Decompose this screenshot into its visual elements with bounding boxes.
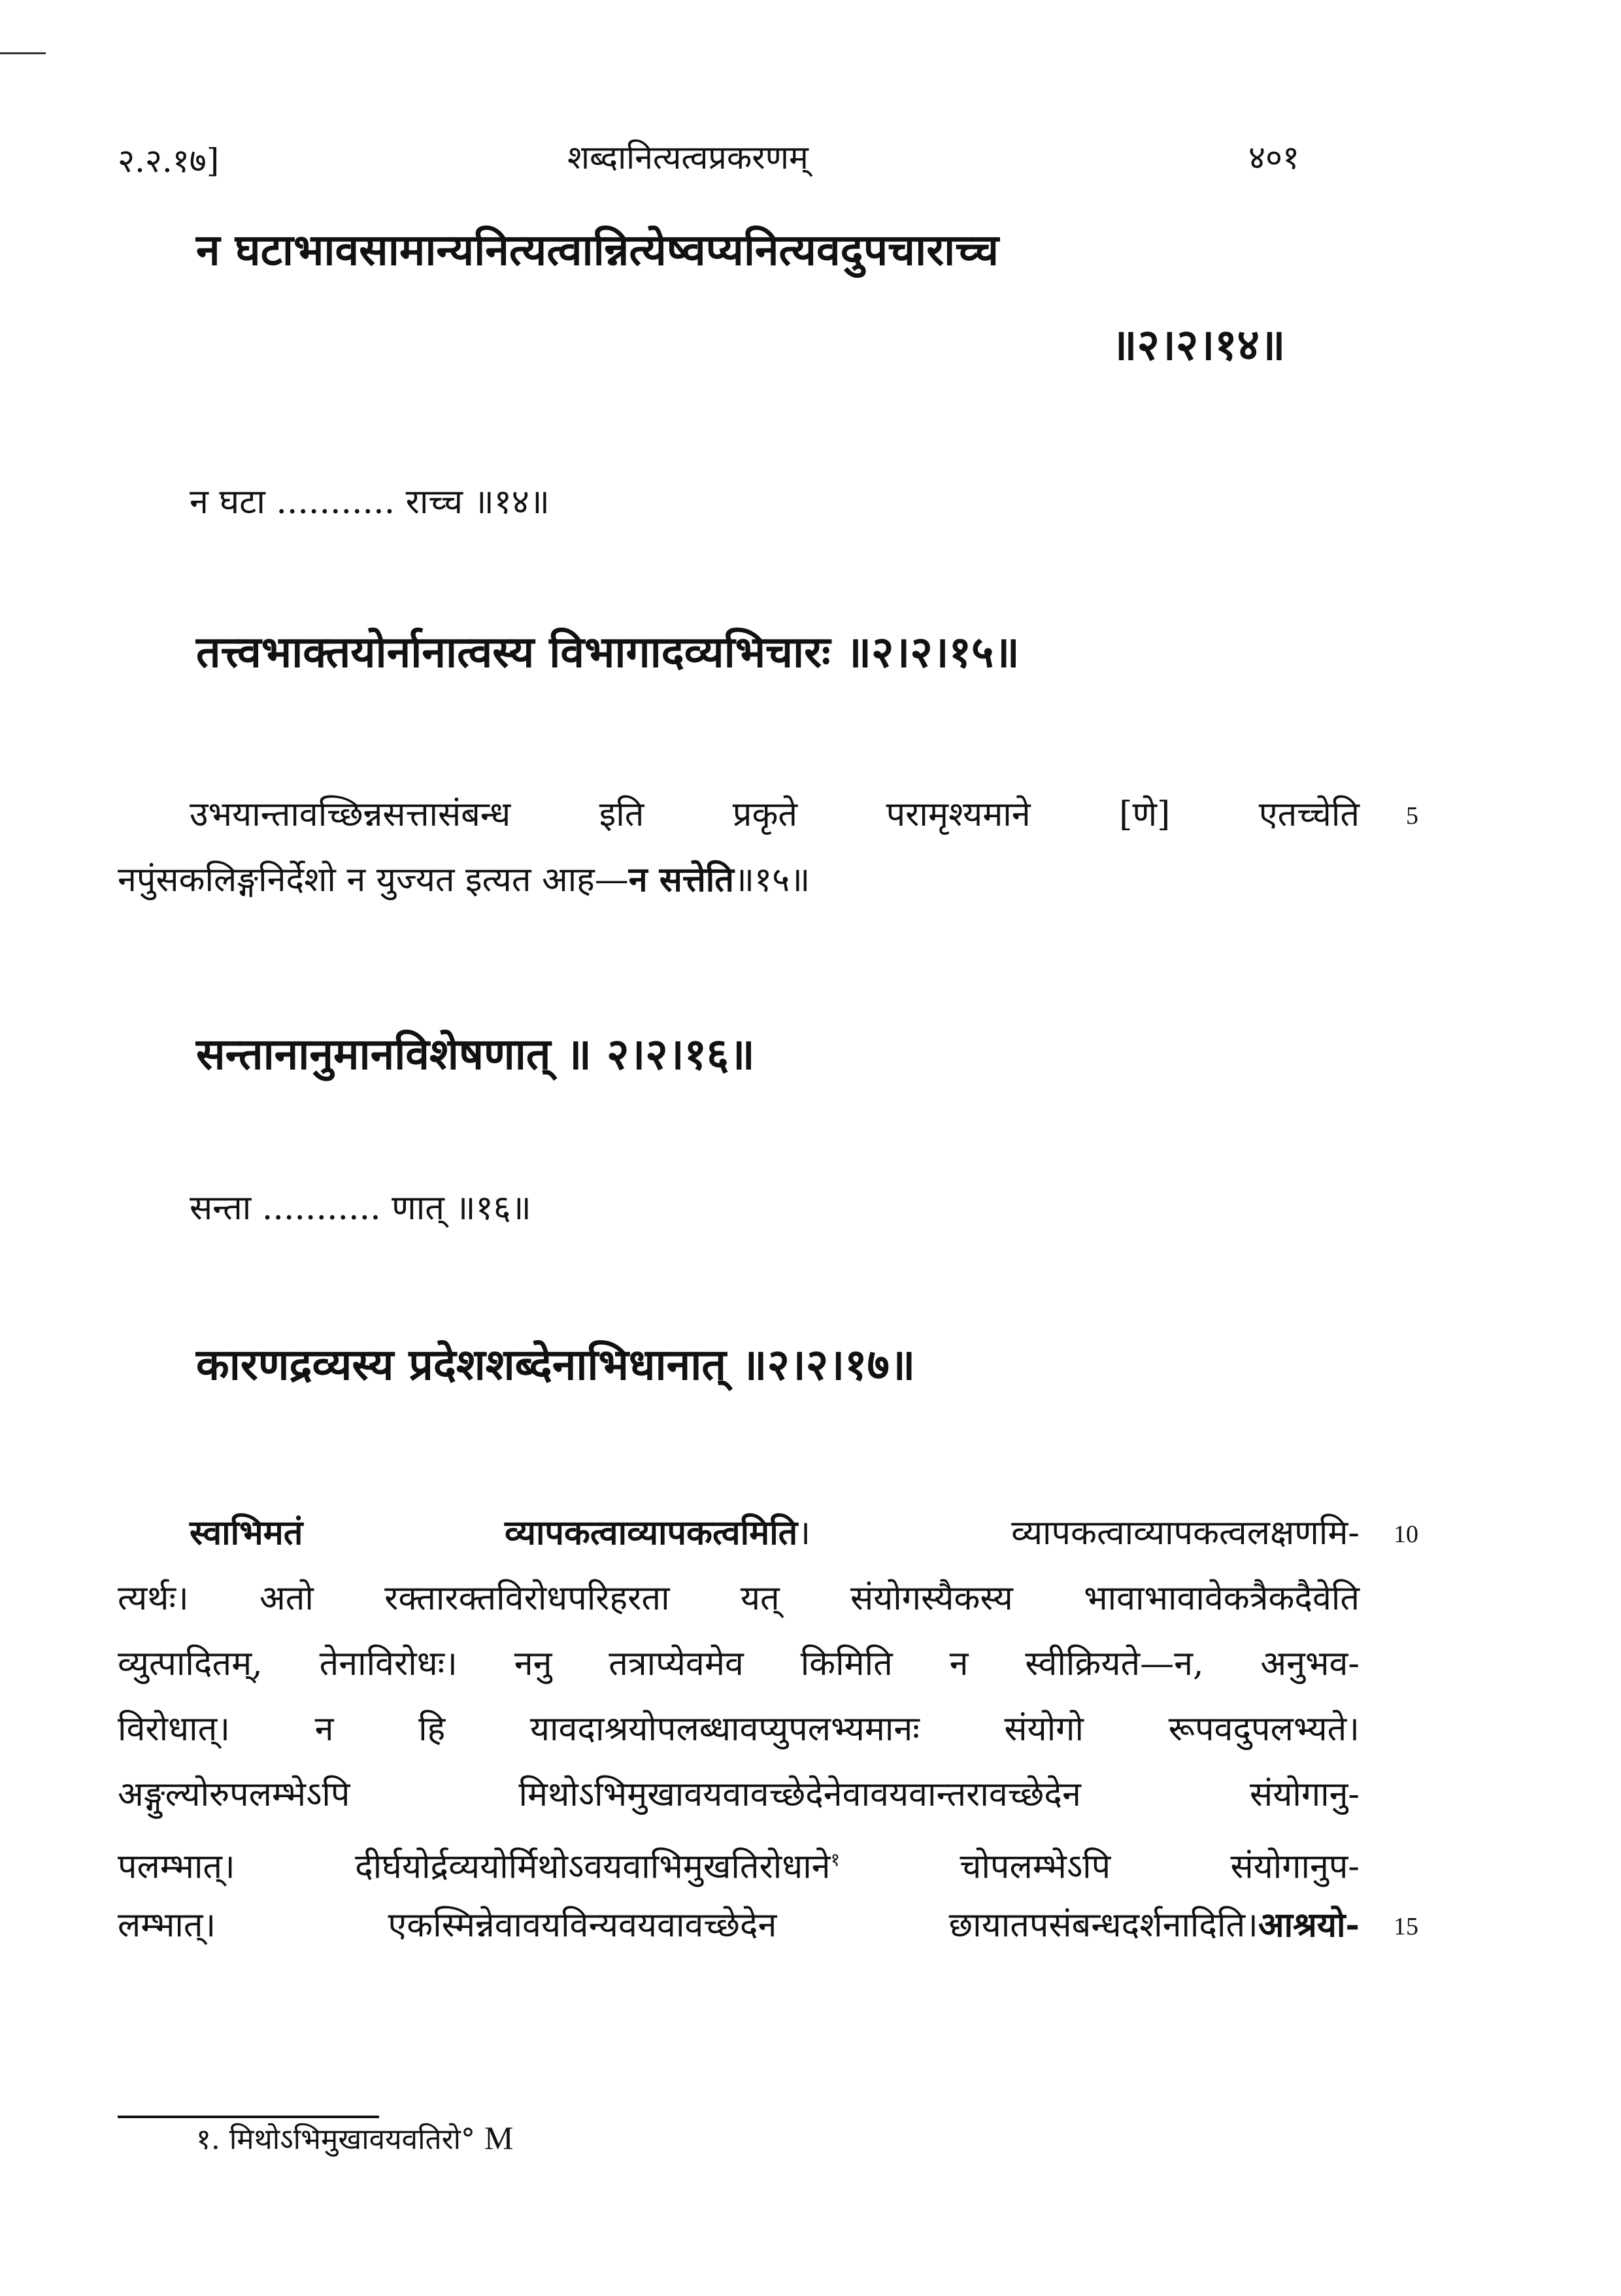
commentary-17-lemma: स्वाभिमतं व्यापकत्वाव्यापकत्वमिति xyxy=(190,1513,798,1553)
commentary-17-line-5: अङ्गुल्योरुपलम्भेऽपि मिथोऽभिमुखावयवावच्छेदेनेवावयवान्तरावच्छेदेन संयोगानु- xyxy=(118,1775,1360,1814)
header-section-number: २.२.१७] xyxy=(118,142,220,180)
commentary-15-line-1: उभयान्तावच्छिन्नसत्तासंबन्ध इति प्रकृते परामृश्यमाने [णे] एतच्चेति xyxy=(190,795,1360,834)
commentary-17-line-7-text: लम्भात्। एकस्मिन्नेवावयविन्यवयवावच्छेदेन छायातपसंबन्धदर्शनादिति। xyxy=(118,1906,1258,1945)
line-number-15: 15 xyxy=(1394,1913,1418,1940)
footnote-siglum: M xyxy=(484,2119,514,2156)
commentary-15-number: ॥१५॥ xyxy=(733,860,811,900)
commentary-17-line-6-tail: चोपलम्भेऽपि संयोगानुप- xyxy=(840,1847,1360,1887)
sutra-14-number: ॥२।२।१४॥ xyxy=(1111,319,1286,370)
footnote-text: मिथोऽभिमुखावयवतिरो° xyxy=(229,2123,475,2156)
commentary-17-line-4: विरोधात्। न हि यावदाश्रयोपलब्धावप्युपलभ्यमानः संयोगो रूपवदुपलभ्यते। xyxy=(118,1710,1360,1749)
header-chapter-title: शब्दानित्यत्वप्रकरणम् xyxy=(567,139,809,177)
sutra-17: कारणद्रव्यस्य प्रदेशशब्देनाभिधानात् ॥२।२।१७॥ xyxy=(196,1339,916,1390)
commentary-17-line-3: व्युत्पादितम्, तेनाविरोधः। ननु तत्राप्येवमेव किमिति न स्वीक्रियते—न, अनुभव- xyxy=(118,1644,1360,1683)
footnote-marker: १. xyxy=(196,2123,220,2156)
footnote-reference: १ xyxy=(830,1849,841,1870)
sutra-14-text: न घटाभावसामान्यनित्यत्वान्नित्येष्वप्यनित्यवदुपचाराच्च xyxy=(196,224,999,275)
scan-edge-mark xyxy=(0,52,46,54)
sutra-15: तत्त्वभाक्तयोर्नानात्वस्य विभागादव्यभिचारः ॥२।२।१५॥ xyxy=(196,626,1020,677)
commentary-14: न घटा ........... राच्च ॥१४॥ xyxy=(190,482,550,522)
commentary-17-line-2: त्यर्थः। अतो रक्तारक्तविरोधपरिहरता यत् संयोगस्यैकस्य भावाभावावेकत्रैकदैवेति xyxy=(118,1579,1360,1618)
commentary-15 xyxy=(118,782,1360,913)
commentary-15-lemma: न सत्तेति xyxy=(628,860,734,900)
footnote xyxy=(196,2118,513,2157)
commentary-15-line-2 xyxy=(118,847,1360,913)
commentary-17-line-7-lemma: आश्रयो- xyxy=(1258,1905,1360,1945)
sutra-16: सन्तानानुमानविशेषणात् ॥ २।२।१६॥ xyxy=(196,1028,755,1079)
commentary-16: सन्ता ........... णात् ॥१६॥ xyxy=(190,1189,531,1228)
commentary-17-line-7 xyxy=(118,1893,1360,1958)
commentary-17-line-6 xyxy=(118,1827,1360,1893)
commentary-17-line-1-text: । व्यापकत्वाव्यापकत्वलक्षणमि- xyxy=(797,1513,1360,1553)
header-page-number: ४०१ xyxy=(1248,139,1299,177)
line-number-10: 10 xyxy=(1394,1521,1418,1548)
commentary-17 xyxy=(118,1500,1360,1958)
commentary-17-line-6-text: पलम्भात्। दीर्घयोर्द्रव्ययोर्मिथोऽवयवाभिमुखतिरोधाने xyxy=(118,1847,831,1887)
line-number-5: 5 xyxy=(1406,802,1418,830)
commentary-17-line-1 xyxy=(118,1500,1360,1566)
commentary-15-line-2-text: नपुंसकलिङ्गनिर्देशो न युज्यत इत्यत आह— xyxy=(118,860,629,900)
